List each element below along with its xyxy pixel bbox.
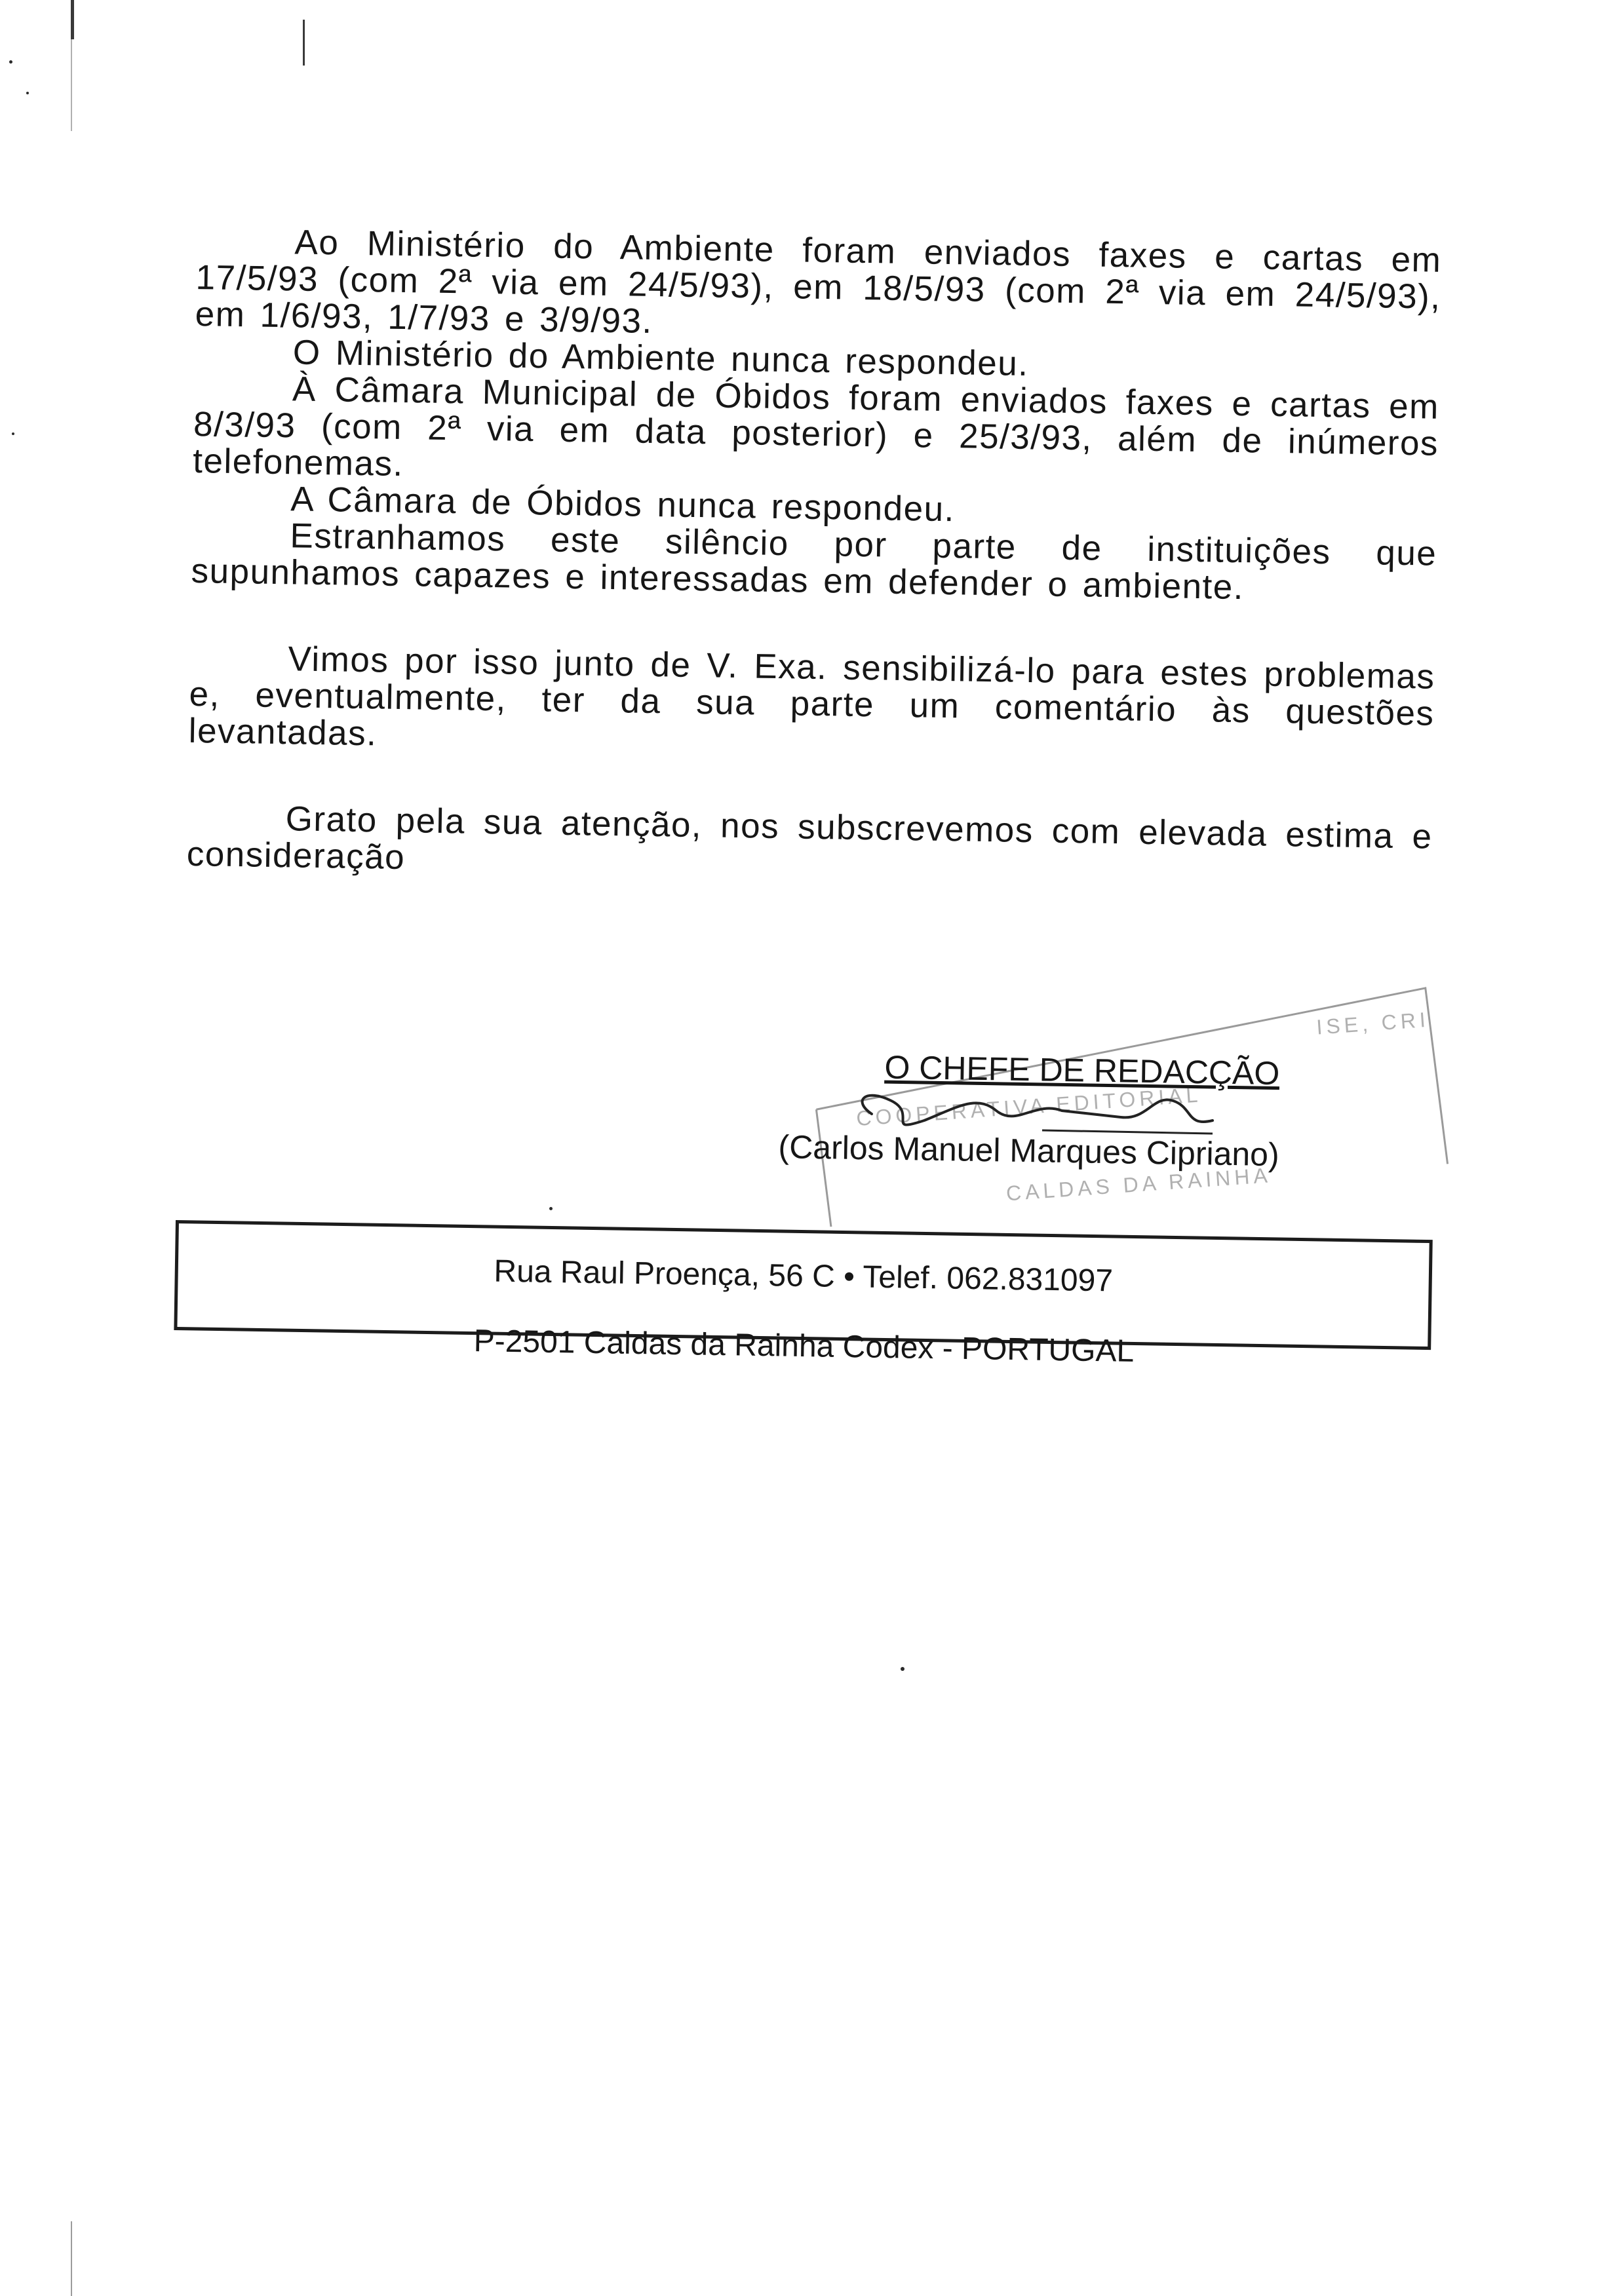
stamp-text-corner: ISE, CRI bbox=[1315, 1007, 1430, 1039]
handwritten-signature-icon bbox=[846, 1075, 1252, 1147]
scan-speck bbox=[549, 1207, 553, 1210]
stamp-text-caldas: CALDAS DA RAINHA bbox=[1005, 1163, 1272, 1206]
signature-title: O CHEFE DE REDACÇÃO bbox=[884, 1048, 1280, 1092]
paragraph-camara-faxes: À Câmara Municipal de Óbidos foram enviados faxes e cartas em 8/3/93 (com 2ª via em data posterior) e 25/3/93, além de inúmeros telefonemas. bbox=[192, 370, 1440, 484]
scan-mark-left bbox=[71, 39, 72, 131]
scan-mark-bottom-left bbox=[71, 2221, 72, 2296]
paragraph-camara-no-reply: A Câmara de Óbidos nunca respondeu. bbox=[290, 480, 956, 529]
paragraph-ministerio-no-reply: O Ministério do Ambiente nunca respondeu. bbox=[292, 333, 1029, 383]
scan-mark-top-left bbox=[71, 0, 74, 39]
scan-speck bbox=[9, 60, 12, 64]
paragraph-silence: Estranhamos este silêncio por parte de instituições que supunhamos capazes e interessadas em defender o ambiente. bbox=[191, 516, 1437, 607]
stamp-text-cooperative: COOPERATIVA EDITORIAL bbox=[855, 1082, 1203, 1130]
paragraph-request: Vimos por isso junto de V. Exa. sensibilizá-lo para estes problemas e, eventualmente, ter da sua parte um comentário às questões levantadas. bbox=[188, 640, 1435, 754]
signature-name: (Carlos Manuel Marques Cipriano) bbox=[778, 1128, 1280, 1174]
scan-speck bbox=[12, 432, 14, 435]
footer-address: Rua Raul Proença, 56 C • Telef. 062.831097 bbox=[494, 1253, 1114, 1299]
footer-city: P-2501 Caldas da Rainha Codex - PORTUGAL bbox=[473, 1324, 1135, 1369]
scan-mark-top bbox=[303, 20, 305, 66]
paragraph-ministerio-faxes: Ao Ministério do Ambiente foram enviados faxes e cartas em 17/5/93 (com 2ª via em 24/5/93), em 18/5/93 (com 2ª via em 24/5/93), em 1/6/93, 1/7/93 e 3/9/93. bbox=[195, 223, 1442, 341]
paragraph-closing: Grato pela sua atenção, nos subscrevemos com elevada estima e consideração bbox=[186, 799, 1433, 877]
letter-body bbox=[186, 223, 1441, 892]
scan-speck bbox=[26, 92, 29, 94]
scan-speck bbox=[901, 1667, 905, 1671]
